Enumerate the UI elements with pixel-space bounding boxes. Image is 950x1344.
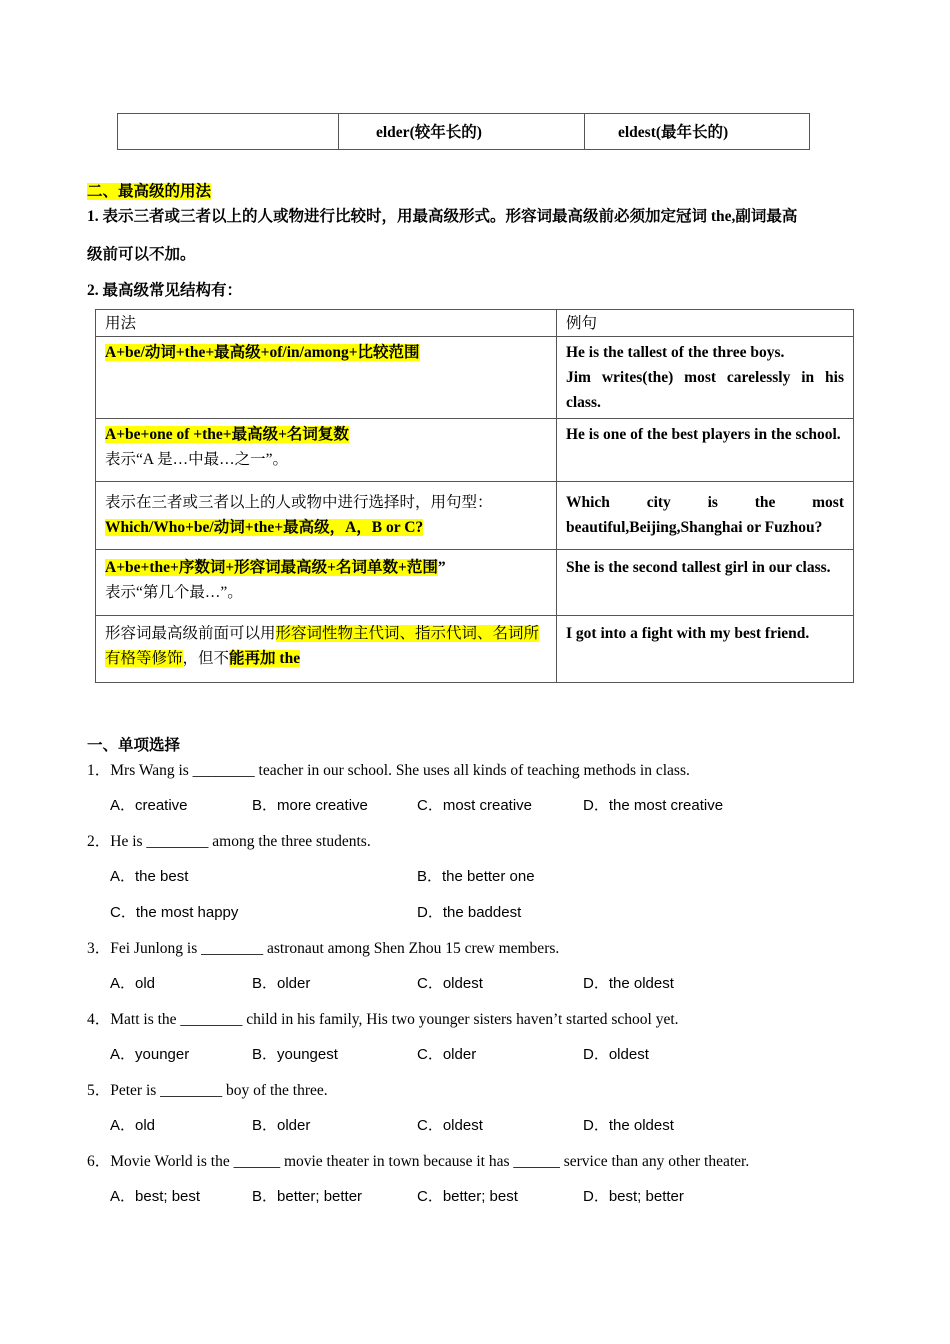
usage-cell: A+be+one of +the+最高级+名词复数 表示“A 是…中最…之一”。 [96,419,557,482]
table-row [96,482,854,550]
option-c: C．the most happy [110,904,239,921]
option-c: C．most creative [417,797,533,814]
exercise-heading: 一、单项选择 [87,737,181,754]
paragraph-line: 2. 最高级常见结构有： [87,282,243,299]
option-b: B．more creative [252,797,368,814]
example-cell: He is the tallest of the three boys. Jim writes(the) most carelessly in his class. [557,337,854,419]
option-a: A．younger [110,1046,190,1063]
example-cell: I got into a fight with my best friend. [557,616,854,683]
usage-cell: 形容词最高级前面可以用形容词性物主代词、指示代词、名词所有格等修饰，但不能再加 the [96,616,557,683]
option-a: A．creative [110,797,188,814]
option-a: A．best; best [110,1188,201,1205]
question-stem: 5．Peter is ________ boy of the three. [87,1082,328,1099]
comparison-table-row [117,113,810,150]
table-header-row [96,310,854,337]
option-b: B．better; better [252,1188,363,1205]
option-b: B．the better one [417,868,535,885]
paragraph-line: 1. 表示三者或三者以上的人或物进行比较时，用最高级形式。形容词最高级前必须加定冠词 the,副词最高 [87,208,798,225]
header-usage: 用法 [96,310,557,337]
option-b: B．older [252,1117,311,1134]
option-c: C．oldest [417,975,483,992]
question-stem: 2．He is ________ among the three students. [87,833,371,850]
option-c: C．older [417,1046,477,1063]
option-c: C．better; best [417,1188,518,1205]
table-row [96,419,854,482]
table-row [96,550,854,616]
section-heading: 二、最高级的用法 [87,183,212,200]
table-cell-eldest: eldest(最年长的) [585,114,810,150]
option-a: A．old [110,975,156,992]
usage-cell: A+be/动词+the+最高级+of/in/among+比较范围 [96,337,557,419]
option-d: D．best; better [583,1188,684,1205]
question-stem: 3．Fei Junlong is ________ astronaut among Shen Zhou 15 crew members. [87,940,560,957]
option-d: D．oldest [583,1046,649,1063]
table-cell-empty [118,114,339,150]
usage-table [95,309,854,683]
question-stem: 1．Mrs Wang is ________ teacher in our school. She uses all kinds of teaching methods in class. [87,762,690,779]
option-a: A．the best [110,868,189,885]
option-b: B．older [252,975,311,992]
usage-cell: A+be+the+序数词+形容词最高级+名词单数+范围” 表示“第几个最…”。 [96,550,557,616]
option-d: D．the oldest [583,1117,674,1134]
question-stem: 6．Movie World is the ______ movie theater in town because it has ______ service than any other theater. [87,1153,750,1170]
option-d: D．the most creative [583,797,724,814]
example-cell: She is the second tallest girl in our class. [557,550,854,616]
table-row [96,616,854,683]
usage-cell: 表示在三者或三者以上的人或物中进行选择时，用句型： Which/Who+be/动词+the+最高级，A，B or C? [96,482,557,550]
header-example: 例句 [557,310,854,337]
option-b: B．youngest [252,1046,338,1063]
table-cell-elder: elder(较年长的) [339,114,585,150]
example-cell: Which city is the most beautiful,Beijing,Shanghai or Fuzhou? [557,482,854,550]
option-a: A．old [110,1117,156,1134]
question-stem: 4．Matt is the ________ child in his family, His two younger sisters haven’t started school yet. [87,1011,679,1028]
option-d: D．the oldest [583,975,674,992]
paragraph-line: 级前可以不加。 [87,246,196,263]
option-c: C．oldest [417,1117,483,1134]
example-cell: He is one of the best players in the school. [557,419,854,482]
table-row [96,337,854,419]
option-d: D．the baddest [417,904,522,921]
